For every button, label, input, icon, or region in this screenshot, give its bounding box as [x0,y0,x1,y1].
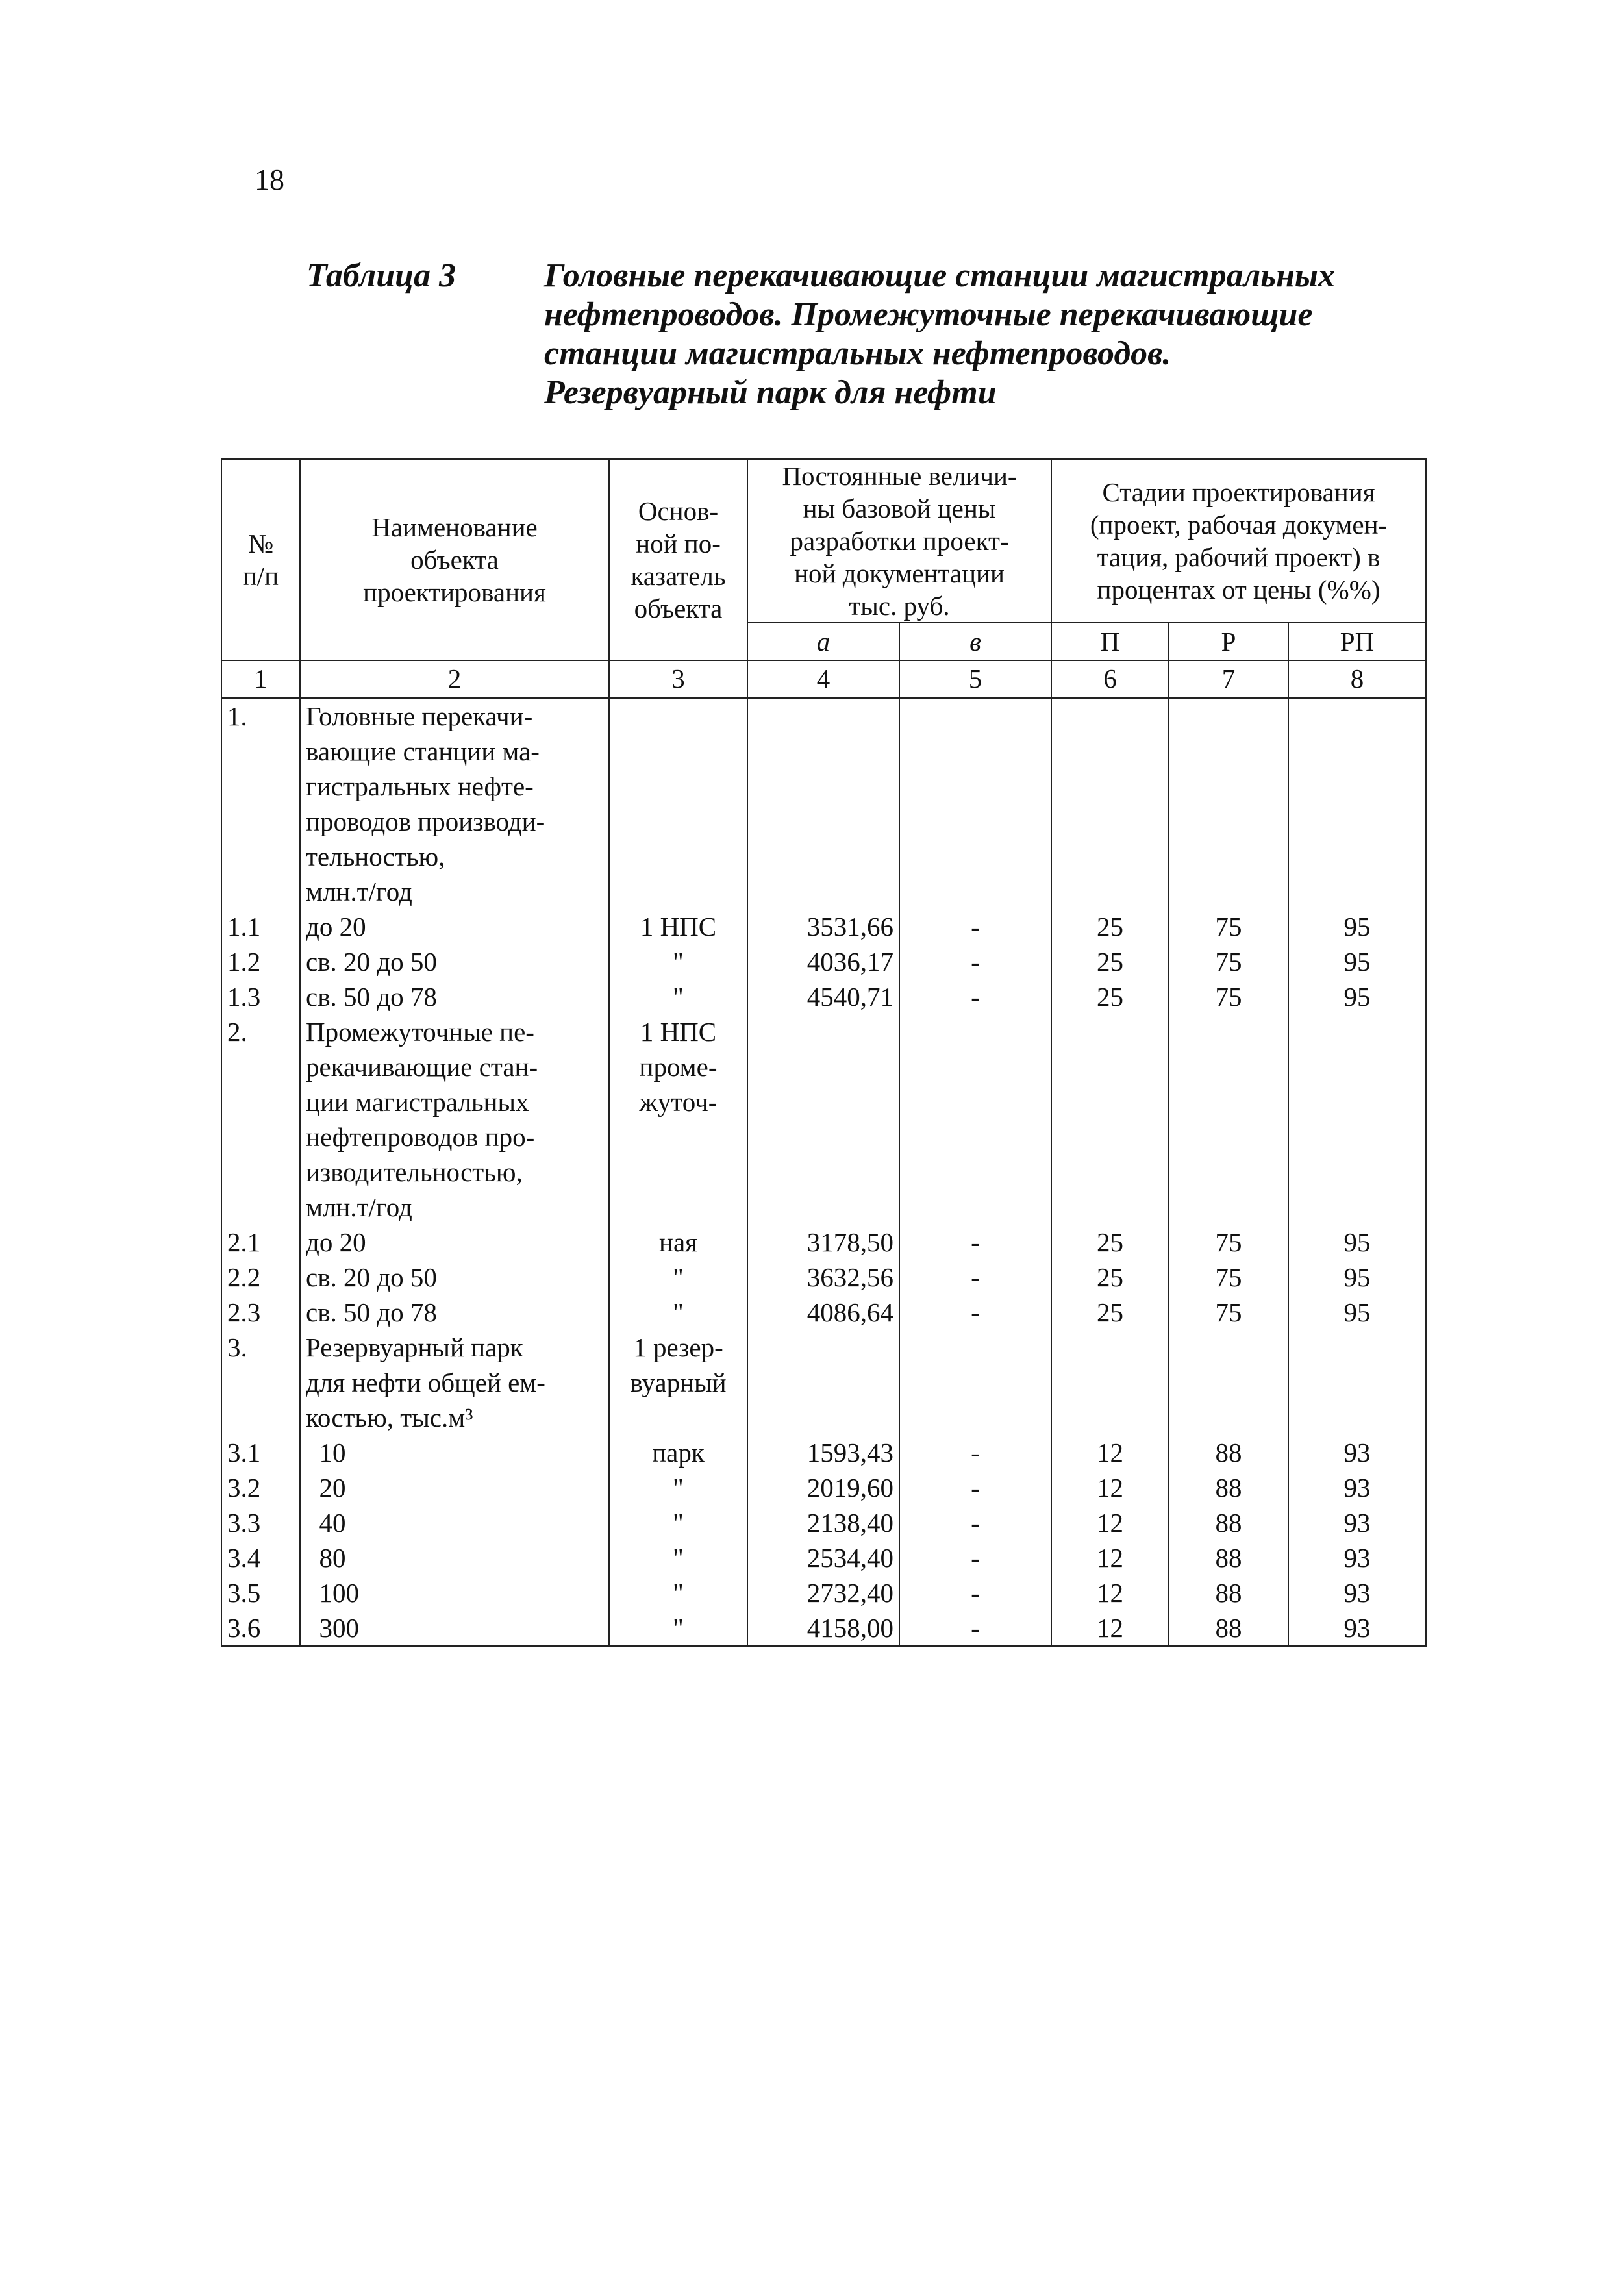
main-indicator: парк [609,1435,747,1470]
header-name: Наименование объекта проектирования [300,459,609,660]
main-indicator: " [609,1295,747,1330]
value-a [747,698,899,909]
table-title-line: Головные перекачивающие станции магистральных [544,257,1336,294]
row-number: 1.3 [221,979,300,1014]
stage-r [1169,698,1288,909]
object-name: св. 20 до 50 [300,1260,609,1295]
main-indicator: " [609,1610,747,1646]
table-row [221,944,1426,979]
value-a: 3178,50 [747,1225,899,1260]
stage-rp: 95 [1288,1260,1426,1295]
value-b [899,1330,1051,1435]
main-indicator [609,698,747,909]
stage-rp [1288,698,1426,909]
table-label: Таблица 3 [306,257,456,294]
value-b: - [899,1505,1051,1540]
stage-r [1169,1014,1288,1225]
stage-r: 75 [1169,1260,1288,1295]
value-a: 4036,17 [747,944,899,979]
stage-p: 25 [1051,1260,1169,1295]
stage-p: 12 [1051,1610,1169,1646]
stage-rp: 95 [1288,979,1426,1014]
header-sub-r: Р [1169,623,1288,660]
table-row [221,1610,1426,1646]
value-a: 2138,40 [747,1505,899,1540]
row-number: 3.3 [221,1505,300,1540]
table-row [221,1014,1426,1225]
column-number: 5 [899,660,1051,698]
row-number: 3.4 [221,1540,300,1575]
value-a: 2732,40 [747,1575,899,1610]
main-indicator: " [609,979,747,1014]
table-row [221,979,1426,1014]
table-row [221,1295,1426,1330]
header-indicator: Основ- ной по- казатель объекта [609,459,747,660]
stage-r: 88 [1169,1540,1288,1575]
value-a [747,1330,899,1435]
value-b: - [899,979,1051,1014]
stage-p: 12 [1051,1435,1169,1470]
stage-p: 12 [1051,1505,1169,1540]
table-row [221,698,1426,909]
stage-rp: 93 [1288,1610,1426,1646]
row-number: 3.2 [221,1470,300,1505]
table-title [544,256,1453,412]
main-indicator: " [609,1540,747,1575]
page-number: 18 [255,163,284,196]
column-number: 4 [747,660,899,698]
value-a: 1593,43 [747,1435,899,1470]
stage-r: 88 [1169,1575,1288,1610]
value-a: 4086,64 [747,1295,899,1330]
stage-rp [1288,1014,1426,1225]
object-name: св. 50 до 78 [300,1295,609,1330]
stage-r [1169,1330,1288,1435]
object-name: до 20 [300,909,609,944]
stage-r: 88 [1169,1435,1288,1470]
object-name: 20 [300,1470,609,1505]
value-a: 4158,00 [747,1610,899,1646]
column-number: 2 [300,660,609,698]
table-title-line: Резервуарный парк для нефти [544,374,997,411]
header-design-stages: Стадии проектирования (проект, рабочая докумен- тация, рабочий проект) в процентах от цены (%%) [1051,459,1426,623]
main-indicator: " [609,1505,747,1540]
main-indicator: " [609,944,747,979]
main-indicator: ная [609,1225,747,1260]
stage-p: 25 [1051,909,1169,944]
stage-p: 25 [1051,979,1169,1014]
value-b: - [899,1260,1051,1295]
header-sub-p: П [1051,623,1169,660]
header-no: № п/п [221,459,300,660]
column-number: 8 [1288,660,1426,698]
value-b [899,1014,1051,1225]
table-row [221,1470,1426,1505]
main-indicator: " [609,1260,747,1295]
row-number: 3. [221,1330,300,1435]
value-a [747,1014,899,1225]
value-a: 2534,40 [747,1540,899,1575]
row-number: 3.6 [221,1610,300,1646]
row-number: 1. [221,698,300,909]
main-indicator: 1 резер- вуарный [609,1330,747,1435]
stage-p: 25 [1051,944,1169,979]
row-number: 2.2 [221,1260,300,1295]
main-indicator: 1 НПС [609,909,747,944]
row-number: 3.5 [221,1575,300,1610]
object-name: св. 20 до 50 [300,944,609,979]
value-b: - [899,1435,1051,1470]
stage-r: 75 [1169,979,1288,1014]
object-name: 80 [300,1540,609,1575]
table-title-line: нефтепроводов. Промежуточные перекачивающие [544,296,1313,333]
object-name: Промежуточные пе- рекачивающие стан- ции магистральных нефтепроводов про- изводительностью, млн.т/год [300,1014,609,1225]
stage-rp: 95 [1288,909,1426,944]
column-number: 3 [609,660,747,698]
header-sub-rp: РП [1288,623,1426,660]
value-b: - [899,944,1051,979]
value-b: - [899,1225,1051,1260]
object-name: до 20 [300,1225,609,1260]
stage-rp: 93 [1288,1575,1426,1610]
stage-rp: 95 [1288,944,1426,979]
value-b: - [899,1610,1051,1646]
stage-r: 75 [1169,1295,1288,1330]
row-number: 3.1 [221,1435,300,1470]
stage-p [1051,698,1169,909]
object-name: Резервуарный парк для нефти общей ем- костью, тыс.м³ [300,1330,609,1435]
column-number: 1 [221,660,300,698]
value-b: - [899,909,1051,944]
column-number: 7 [1169,660,1288,698]
value-a: 2019,60 [747,1470,899,1505]
table-row [221,1540,1426,1575]
main-indicator: 1 НПС проме- жуточ- [609,1014,747,1225]
main-indicator: " [609,1575,747,1610]
stage-rp: 93 [1288,1505,1426,1540]
table-row [221,1260,1426,1295]
stage-rp [1288,1330,1426,1435]
price-table [221,458,1427,1647]
main-indicator: " [609,1470,747,1505]
table-title-line: станции магистральных нефтепроводов. [544,335,1171,372]
stage-p: 12 [1051,1575,1169,1610]
table-row [221,1575,1426,1610]
row-number: 2. [221,1014,300,1225]
column-number: 6 [1051,660,1169,698]
stage-p: 12 [1051,1470,1169,1505]
stage-rp: 93 [1288,1470,1426,1505]
stage-p [1051,1330,1169,1435]
stage-r: 88 [1169,1505,1288,1540]
table-row [221,1505,1426,1540]
stage-rp: 95 [1288,1225,1426,1260]
row-number: 1.2 [221,944,300,979]
stage-p: 25 [1051,1225,1169,1260]
object-name: св. 50 до 78 [300,979,609,1014]
value-a: 3632,56 [747,1260,899,1295]
stage-p [1051,1014,1169,1225]
value-a: 3531,66 [747,909,899,944]
stage-rp: 93 [1288,1435,1426,1470]
table-row [221,909,1426,944]
stage-r: 88 [1169,1610,1288,1646]
value-b: - [899,1575,1051,1610]
value-b: - [899,1295,1051,1330]
header-sub-b: в [899,623,1051,660]
column-number-row [221,660,1426,698]
row-number: 1.1 [221,909,300,944]
header-sub-a: а [747,623,899,660]
object-name: 100 [300,1575,609,1610]
stage-r: 88 [1169,1470,1288,1505]
header-constant-values: Постоянные величи- ны базовой цены разработки проект- ной документации тыс. руб. [747,459,1051,623]
stage-r: 75 [1169,1225,1288,1260]
value-b: - [899,1470,1051,1505]
stage-r: 75 [1169,944,1288,979]
value-b [899,698,1051,909]
stage-r: 75 [1169,909,1288,944]
row-number: 2.3 [221,1295,300,1330]
value-b: - [899,1540,1051,1575]
table-row [221,1225,1426,1260]
stage-p: 25 [1051,1295,1169,1330]
stage-rp: 95 [1288,1295,1426,1330]
table-row [221,1435,1426,1470]
table-body [221,698,1426,1646]
stage-p: 12 [1051,1540,1169,1575]
table-row [221,1330,1426,1435]
object-name: 40 [300,1505,609,1540]
object-name: Головные перекачи- вающие станции ма- гистральных нефте- проводов производи- тельностью, млн.т/год [300,698,609,909]
stage-rp: 93 [1288,1540,1426,1575]
object-name: 300 [300,1610,609,1646]
object-name: 10 [300,1435,609,1470]
row-number: 2.1 [221,1225,300,1260]
value-a: 4540,71 [747,979,899,1014]
